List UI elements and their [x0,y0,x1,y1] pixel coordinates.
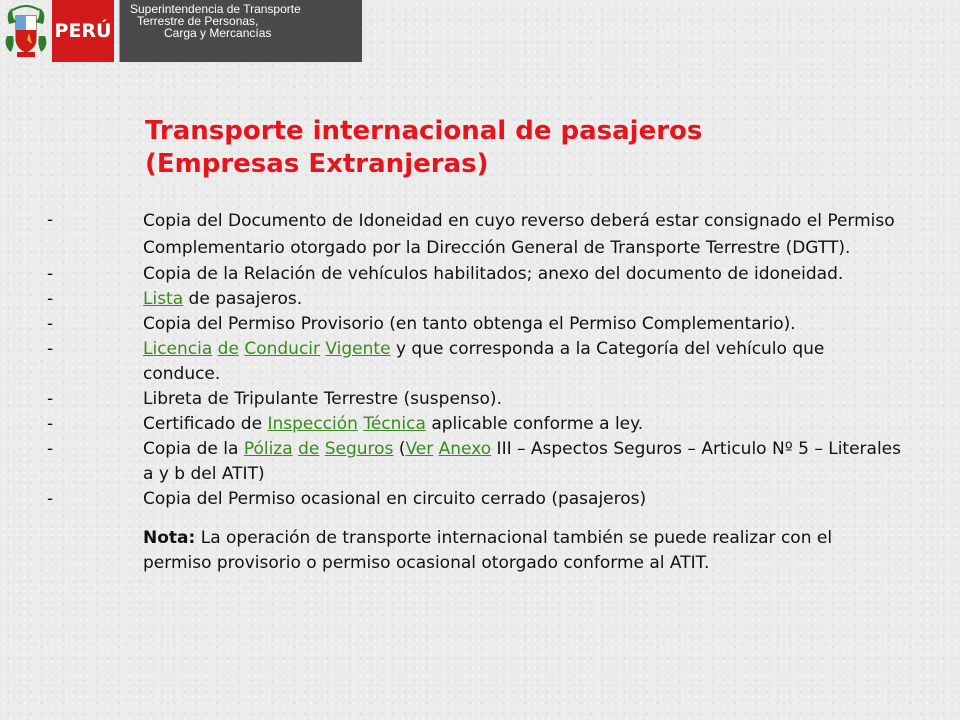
agency-line-3: Carga y Mercancías [164,26,272,40]
page-title [145,115,905,181]
item-text [143,437,903,487]
bullet: - [47,314,54,334]
header [0,0,960,66]
item-text-part: de pasajeros. [183,289,303,309]
agency-line-1: Superintendencia de Transporte [130,2,301,16]
item-text: Libreta de Tripulante Terrestre (suspenso). [143,389,502,409]
item-text [143,287,903,312]
lista-link[interactable]: Lista [143,289,184,309]
item-text-part: aplicable conforme a ley. [425,414,644,434]
list-item [0,287,960,312]
note-text: La operación de transporte internacional también se puede realizar con el permiso provisorio o permiso ocasional otorgado conforme al ATIT. [143,528,833,573]
item-text: Copia del Permiso ocasional en circuito cerrado (pasajeros) [143,489,647,509]
ver-link[interactable]: Ver [405,439,434,459]
list-item [0,487,960,512]
list-item [0,262,960,287]
item-text-part: y que corresponda a la Categoría del vehículo que conduce. [143,339,825,384]
item-text: Copia del Permiso Provisorio (en tanto obtenga el Permiso Complementario). [143,314,796,334]
list-item [0,312,960,337]
anexo-link[interactable]: Anexo [438,439,492,459]
bullet: - [47,339,54,359]
inspeccion-link[interactable]: Inspección [267,414,358,434]
list-item [0,437,960,487]
agency-line-2: Terrestre de Personas, [137,14,259,28]
bullet: - [47,289,54,309]
requirements-list [0,208,960,576]
bullet: - [47,439,54,459]
title-line-1: Transporte internacional de pasajeros [145,116,703,146]
conducir-link[interactable]: Conducir [244,339,320,359]
bullet: - [47,489,54,509]
item-text-part: ( [393,439,406,459]
item-text [143,412,903,437]
list-item [0,412,960,437]
bullet: - [47,210,54,230]
item-text: Copia de la Relación de vehículos habilitados; anexo del documento de idoneidad. [143,264,844,284]
bullet: - [47,414,54,434]
list-item [0,387,960,412]
agency-box [119,0,362,62]
peru-label: PERÚ [54,20,112,42]
note-label: Nota: [143,528,196,548]
poliza-link[interactable]: Póliza [243,439,293,459]
item-text-part: Copia de la [143,439,244,459]
bullet: - [47,389,54,409]
seguros-link[interactable]: Seguros [324,439,394,459]
bullet: - [47,264,54,284]
vigente-link[interactable]: Vigente [325,339,391,359]
item-text: Copia del Documento de Idoneidad en cuyo reverso deberá estar consignado el Permiso Complementario otorgado por la Dirección General de Transporte Terrestre (DGTT). [143,211,895,258]
de-link[interactable]: de [298,439,320,459]
de-link[interactable]: de [217,339,239,359]
licencia-link[interactable]: Licencia [143,339,213,359]
coat-of-arms-icon [3,2,49,60]
list-item [0,208,960,262]
item-text [143,337,903,387]
peru-logo [52,0,114,62]
item-text-part: Certificado de [143,414,268,434]
tecnica-link[interactable]: Técnica [363,414,426,434]
list-item [0,337,960,387]
item-text-part: III – Aspectos Seguros – Articulo Nº 5 – Literales a y b del ATIT) [143,439,901,484]
note [143,526,903,576]
title-line-2: (Empresas Extranjeras) [145,149,489,179]
